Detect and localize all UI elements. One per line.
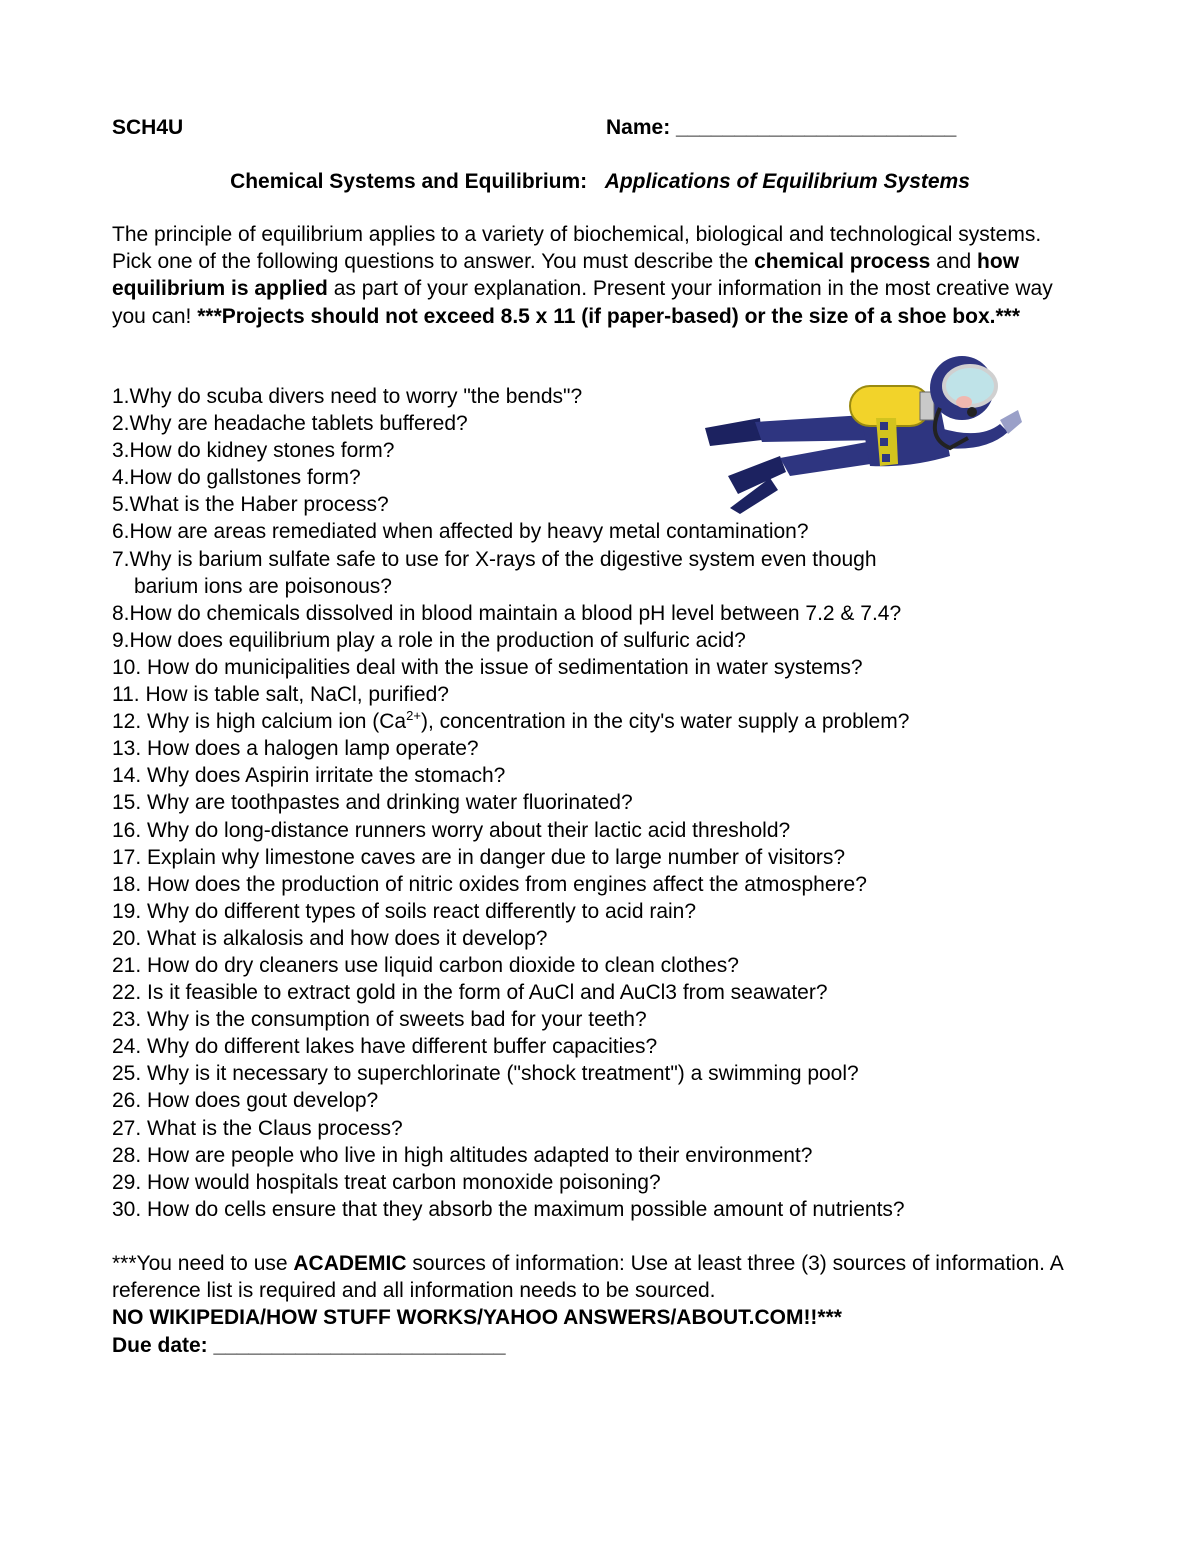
page-title [0, 168, 1200, 195]
course-code: SCH4U [112, 116, 184, 139]
list-item: 8.How do chemicals dissolved in blood maintain a blood pH level between 7.2 & 7.4? [112, 601, 902, 625]
list-item: 28. How are people who live in high altitudes adapted to their environment? [112, 1143, 813, 1167]
sources-text-2: sources of information: Use at least three (3) sources of information. A reference list is required and all information needs to be sourced. [112, 1252, 1063, 1303]
list-item [112, 573, 1072, 600]
list-item: 2.Why are headache tablets buffered? [112, 412, 468, 436]
intro-paragraph [112, 221, 1072, 330]
scuba-diver-icon [700, 348, 1030, 518]
list-item: 18. How does the production of nitric oxides from engines affect the atmosphere? [112, 872, 867, 896]
superscript-charge: 2+ [406, 708, 421, 724]
list-item: 16. Why do long-distance runners worry about their lactic acid threshold? [112, 818, 791, 842]
intro-text-2: and [930, 250, 978, 274]
intro-bold-2: how equilibrium is applied [112, 250, 1020, 301]
intro-text-1: The principle of equilibrium applies to a variety of biochemical, biological and technological systems. Pick one of the following questions to answer. You must describe the [112, 223, 1042, 274]
list-item: 14. Why does Aspirin irritate the stomach? [112, 764, 506, 788]
header-row [112, 114, 1072, 142]
list-item: 21. How do dry cleaners use liquid carbon dioxide to clean clothes? [112, 953, 739, 977]
list-item: 25. Why is it necessary to superchlorinate ("shock treatment") a swimming pool? [112, 1062, 859, 1086]
list-item [112, 708, 1072, 735]
list-item: 26. How does gout develop? [112, 1089, 379, 1113]
name-field-label: Name: ________________________ [606, 116, 957, 139]
sources-bold: ACADEMIC [293, 1252, 407, 1275]
sources-text-1: ***You need to use [112, 1252, 294, 1275]
sources-note [112, 1250, 1072, 1359]
list-item: 30. How do cells ensure that they absorb the maximum possible amount of nutrients? [112, 1197, 905, 1221]
list-item: 15. Why are toothpastes and drinking water fluorinated? [112, 791, 633, 815]
list-item-text: ), concentration in the city's water supply a problem? [420, 710, 910, 734]
sources-warning: NO WIKIPEDIA/HOW STUFF WORKS/YAHOO ANSWERS/ABOUT.COM!!*** [112, 1306, 842, 1330]
list-item: 13. How does a halogen lamp operate? [112, 737, 479, 761]
list-item: 6.How are areas remediated when affected by heavy metal contamination? [112, 520, 809, 544]
title-subtitle: Applications of Equilibrium Systems [604, 170, 970, 193]
list-item: 3.How do kidney stones form? [112, 439, 395, 463]
list-item: 5.What is the Haber process? [112, 493, 389, 517]
due-date-label: Due date: _________________________ [112, 1333, 506, 1357]
list-item-continuation: barium ions are poisonous? [134, 574, 392, 598]
list-item: 1.Why do scuba divers need to worry "the bends"? [112, 385, 583, 408]
list-item: 17. Explain why limestone caves are in danger due to large number of visitors? [112, 845, 846, 869]
list-item: 7.Why is barium sulfate safe to use for X-rays of the digestive system even though [112, 547, 877, 571]
list-item: 20. What is alkalosis and how does it develop? [112, 926, 548, 950]
list-item: 24. Why do different lakes have different buffer capacities? [112, 1035, 658, 1059]
list-item: 27. What is the Claus process? [112, 1116, 403, 1140]
list-item: 23. Why is the consumption of sweets bad for your teeth? [112, 1008, 647, 1032]
list-item: 11. How is table salt, NaCl, purified? [112, 683, 449, 707]
list-item: 9.How does equilibrium play a role in the production of sulfuric acid? [112, 628, 746, 652]
intro-bold-3: ***Projects should not exceed 8.5 x 11 (if paper-based) or the size of a shoe box.*** [197, 304, 1020, 328]
list-item-text: 12. Why is high calcium ion (Ca [112, 710, 407, 734]
title-main: Chemical Systems and Equilibrium: [230, 170, 588, 193]
list-item: 10. How do municipalities deal with the issue of sedimentation in water systems? [112, 655, 863, 679]
list-item: 4.How do gallstones form? [112, 466, 361, 490]
list-item: 22. Is it feasible to extract gold in the form of AuCl and AuCl3 from seawater? [112, 981, 828, 1005]
list-item: 19. Why do different types of soils react differently to acid rain? [112, 899, 697, 923]
intro-bold-1: chemical process [754, 250, 931, 274]
list-item: 29. How would hospitals treat carbon monoxide poisoning? [112, 1170, 661, 1194]
intro-text-3: as part of your explanation. Present your information in the most creative way you can! [112, 277, 1053, 328]
